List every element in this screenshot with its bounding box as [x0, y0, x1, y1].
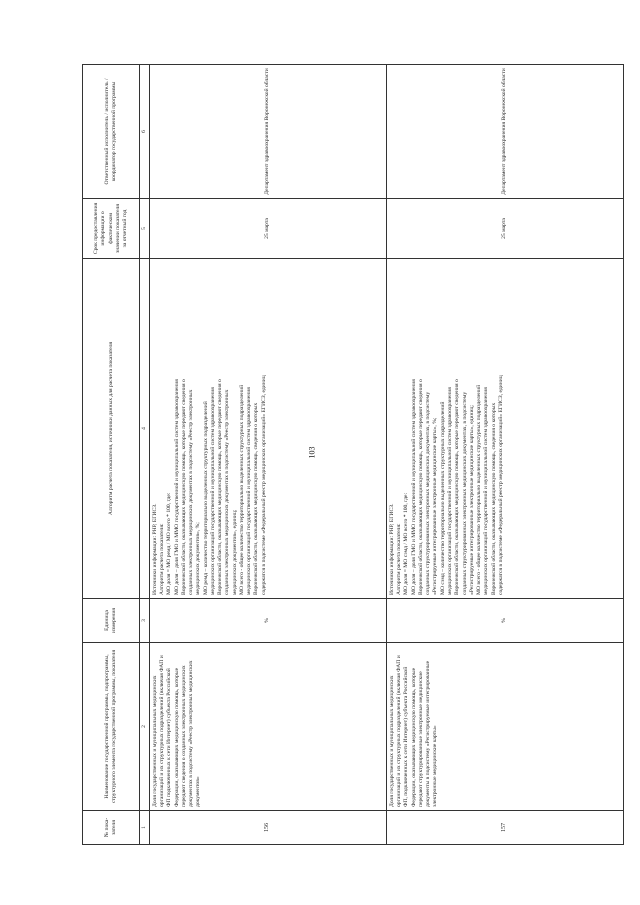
table-header-row	[83, 65, 140, 845]
column-number: 3	[140, 599, 149, 643]
algorithm-line: содержатся в подсистеме «Федеральный реестр медицинских организаций» ЕГИСЗ, единиц	[497, 375, 504, 595]
algorithm-line: медицинских организаций государственной и муниципальной систем здравоохранения	[446, 387, 453, 595]
algorithm-line: Воронежской области, оказывающих медицинскую помощь, которые передают сведения о	[417, 379, 424, 595]
algorithm-line: Источники информации: РНР, ЕГИСЗ.	[388, 503, 395, 595]
algorithm-line: медицинских документов», единиц;	[231, 509, 238, 595]
algorithm-line: Воронежской области, оказывающих медицинскую помощь, которые передают сведения о	[454, 379, 461, 595]
header-number: № пока-зателя	[83, 811, 140, 845]
algorithm-line: медицинских организаций государственной и муниципальной систем здравоохранения	[209, 387, 216, 595]
page-number: 103	[307, 446, 317, 459]
algorithm-line: созданных электронных медицинских документах в подсистему «Реестр электронных	[224, 389, 231, 595]
algorithm-line: «Регистрируемые интегрированные электронные медицинские карты», единиц;	[468, 405, 475, 595]
indicator-name: Доля государственных и муниципальных медицинских организаций и их структурных подразделений (включая ФАП и ФП подключенных к сети Интернет) субъекта Российской Федерации, оказывающих медицинскую помощь, которые передают сведения о созданных электронных медицинских документах в подсистему «Реестр электронных медицинских документов»	[149, 643, 386, 811]
algorithm-line: созданных электронных медицинских документах в подсистему «Реестр электронных	[188, 389, 195, 595]
algorithm-line: Воронежской области, оказывающих медицинскую помощь, сведения о которых	[490, 402, 497, 595]
column-number: 6	[140, 65, 149, 199]
algorithm-line: Алгоритм расчета показателя:	[158, 523, 165, 595]
header-name: Наименование государственной программы, подпрограммы, структурного элемента государственной программы, показателя	[83, 643, 140, 811]
algorithm-line: МО доля – доля ГМО и ММО государственной и муниципальной систем здравоохранения	[173, 379, 180, 595]
algorithm-line: МО сэмд – количество территориально выделенных структурных подразделений	[439, 401, 446, 595]
algorithm-line: МО всего - общее количество территориально выделенных структурных подразделений	[476, 384, 483, 595]
algorithm-line: содержатся в подсистеме «Федеральный реестр медицинских организаций» ЕГИСЗ, единиц	[260, 375, 267, 595]
algorithm-line: созданных структурированных электронных медицинских документах, в подсистему	[461, 391, 468, 595]
algorithm-line: МО ремд – количество территориально выделенных структурных подразделений	[202, 401, 209, 595]
unit-cell: %	[149, 599, 386, 643]
row-number: 157	[386, 811, 623, 845]
algorithm-line: медицинских документов», %;	[195, 522, 202, 595]
deadline-cell: 25 марта	[386, 199, 623, 259]
indicator-name: Доля государственных и муниципальных медицинских организаций и их структурных подразделений (включая ФАП и ФП, подключенных к сети Интернет) субъекта Российской Федерации, оказывающих медицинскую помощь, которые передают структурированные электронные медицинские документы в подсистему «Регистрируемые интегрированные электронные медицинские карты»	[386, 643, 623, 811]
algorithm-line: Источники информации: РНР, ЕГИСЗ.	[151, 503, 158, 595]
unit-cell: %	[386, 599, 623, 643]
algorithm-line: Алгоритм расчета показателя:	[396, 523, 403, 595]
indicators-table	[82, 64, 624, 845]
algorithm-line: медицинских организаций государственной и муниципальной систем здравоохранения	[483, 387, 490, 595]
algorithm-line: медицинских организаций государственной и муниципальной систем здравоохранения	[246, 387, 253, 595]
algorithm-line: Воронежской области, оказывающих медицинскую помощь, которые передают сведения о	[217, 379, 224, 595]
column-number: 4	[140, 259, 149, 599]
algorithm-line: Воронежской области, оказывающих медицинскую помощь, которые передают сведения о	[180, 379, 187, 595]
algorithm-cell	[149, 259, 386, 599]
column-numbers-row	[140, 65, 149, 845]
algorithm-line: МО доля = МО сэмд / МО всего * 100, где:	[403, 492, 410, 595]
algorithm-line: МО доля = МО ремд / МО всего * 100, где:	[166, 492, 173, 595]
algorithm-line: созданных структурированных электронных медицинских документах, в подсистему	[425, 391, 432, 595]
algorithm-line: МО всего - общее количество территориально выделенных структурных подразделений	[238, 384, 245, 595]
table-row	[386, 65, 623, 845]
algorithm-line: МО доля – доля ГМО и ММО государственной и муниципальной систем здравоохранения	[410, 379, 417, 595]
column-number: 2	[140, 643, 149, 811]
header-algorithm: Алгоритм расчета показателя, источники данных для расчета показателя	[83, 259, 140, 599]
algorithm-line: Воронежской области, оказывающих медицинскую помощь, сведения о которых	[253, 402, 260, 595]
responsible-cell: Департамент здравоохранения Воронежской области	[149, 65, 386, 199]
responsible-cell: Департамент здравоохранения Воронежской области	[386, 65, 623, 199]
algorithm-cell	[386, 259, 623, 599]
header-deadline: Срок предоставления информации о фактическом значении показателя за отчетный год	[83, 199, 140, 259]
column-number: 1	[140, 811, 149, 845]
header-responsible: Ответственный исполнитель / исполнитель / координатор государственной программы	[83, 65, 140, 199]
table-row	[149, 65, 386, 845]
header-unit: Единица измерения	[83, 599, 140, 643]
column-number: 5	[140, 199, 149, 259]
deadline-cell: 25 марта	[149, 199, 386, 259]
algorithm-line: «Регистрируемые интегрированные электронные медицинские карты», %;	[432, 417, 439, 595]
row-number: 156	[149, 811, 386, 845]
